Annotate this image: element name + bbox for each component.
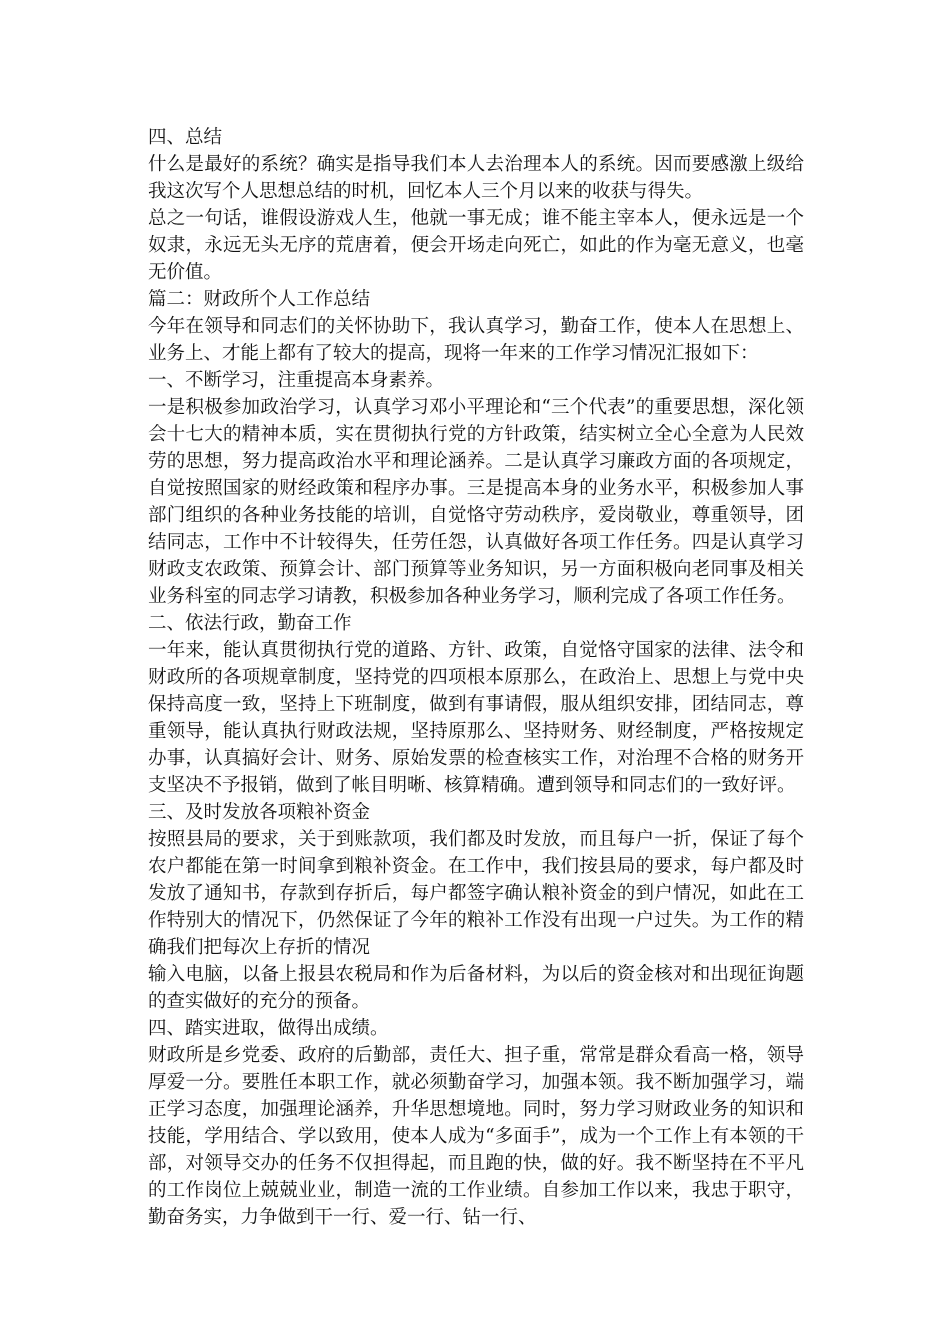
paragraph: 财政所是乡党委、政府的后勤部，责任大、担子重，常常是群众看高一格，领导厚爱一分。要胜任本职工作，就必须勤奋学习，加强本领。我不断加强学习，端正学习态度，加强理论涵养，升华思想境地。同时，努力学习财政业务的知识和技能，学用结合、学以致用，使本人成为“多面手”，成为一个工作上有本领的干部，对领导交办的任务不仅担得起，而且跑的快，做的好。我不断坚持在不平凡的工作岗位上兢兢业业，制造一流的工作业绩。自参加工作以来，我忠于职守，勤奋务实，力争做到干一行、爱一行、钻一行、 [148,1045,804,1228]
section-heading-1: 一、不断学习，注重提高本身素养。 [148,370,445,391]
paragraph: 按照县局的要求，关于到账款项，我们都及时发放，而且每户一折，保证了每个农户都能在第一时间拿到粮补资金。在工作中，我们按县局的要求，每户都及时发放了通知书，存款到存折后，每户都签字确认粮补资金的到户情况，如此在工作特别大的情况下，仍然保证了今年的粮补工作没有出现一户过失。为工作的精确我们把每次上存折的情况 [148,829,804,958]
paragraph: 一年来，能认真贯彻执行党的道路、方针、政策，自觉恪守国家的法律、法令和财政所的各项规章制度，坚持党的四项根本原那么，在政治上、思想上与党中央保持高度一致，坚持上下班制度，做到有事请假，服从组织安排，团结同志，尊重领导，能认真执行财政法规，坚持原那么、坚持财务、财经制度，严格按规定办事，认真搞好会计、财务、原始发票的检查核实工作，对治理不合格的财务开支坚决不予报销，做到了帐目明晰、核算精确。遭到领导和同志们的一致好评。 [148,640,804,796]
section-heading-3: 三、及时发放各项粮补资金 [148,802,371,823]
paragraph: 输入电脑，以备上报县农税局和作为后备材料，为以后的资金核对和出现征询题的查实做好的充分的预备。 [148,964,804,1012]
section-heading-4: 四、踏实进取，做得出成绩。 [148,1018,389,1039]
section-heading-summary: 四、总结 [148,127,223,148]
paragraph: 一是积极参加政治学习，认真学习邓小平理论和“三个代表”的重要思想，深化领会十七大的精神本质，实在贯彻执行党的方针政策，结实树立全心全意为人民效劳的思想，努力提高政治水平和理论涵养。二是认真学习廉政方面的各项规定，自觉按照国家的财经政策和程序办事。三是提高本身的业务水平，积极参加人事部门组织的各种业务技能的培训，自觉恪守劳动秩序，爱岗敬业，尊重领导，团结同志，工作中不计较得失，任劳任怨，认真做好各项工作任务。四是认真学习财政支农政策、预算会计、部门预算等业务知识，另一方面积极向老同事及相关业务科室的同志学习请教，积极参加各种业务学习，顺利完成了各项工作任务。 [148,397,804,607]
article-title: 篇二：财政所个人工作总结 [148,289,371,310]
section-heading-2: 二、依法行政，勤奋工作 [148,613,352,634]
document-page [148,124,804,1231]
paragraph: 什么是最好的系统？确实是指导我们本人去治理本人的系统。因而要感激上级给我这次写个人思想总结的时机，回忆本人三个月以来的收获与得失。 [148,154,804,202]
paragraph: 总之一句话，谁假设游戏人生，他就一事无成；谁不能主宰本人，便永远是一个奴隶，永远无头无序的荒唐着，便会开场走向死亡，如此的作为毫无意义，也毫无价值。 [148,208,804,283]
paragraph: 今年在领导和同志们的关怀协助下，我认真学习，勤奋工作，使本人在思想上、业务上、才能上都有了较大的提高，现将一年来的工作学习情况汇报如下： [148,316,804,364]
